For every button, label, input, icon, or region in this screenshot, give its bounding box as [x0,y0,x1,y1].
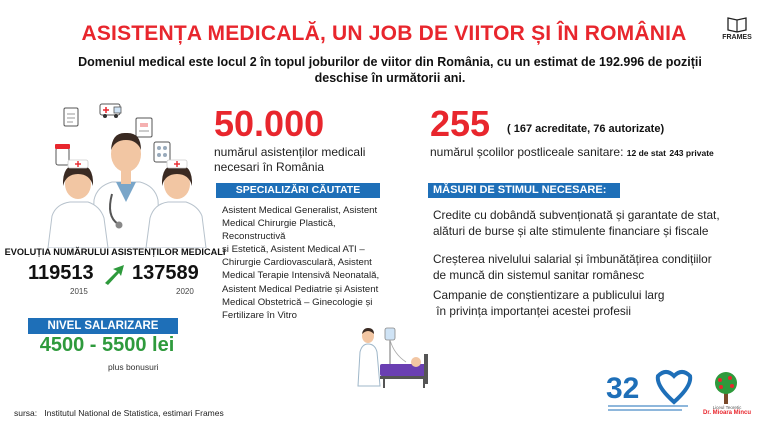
specializations-line: Asistent Medical Generalist, Asistent [222,205,378,216]
specializations-line: Medical Chirurgie Plastică, Reconstructivă [222,218,336,243]
schools-private: 243 private [669,148,714,158]
measure-salary-line-1: Creșterea nivelului salarial și îmbunătățirea condițiilor [433,252,712,266]
medical-staff-illustration [42,98,212,248]
evolution-value-end: 137589 [132,262,199,284]
evolution-year-start: 2015 [70,287,88,296]
subtitle-line-1: Domeniul medical este locul 2 în topul joburilor de viitor din România, cu un estimat de 192.996 de poziții [78,55,702,69]
schools-label-row [430,145,714,159]
measure-salary [433,252,763,283]
source-note: sursa: Institutul National de Statistica, estimari Frames [14,408,224,418]
salary-heading: NIVEL SALARIZARE [28,318,178,334]
salary-note: plus bonusuri [108,362,159,372]
schools-label: numărul școlilor postliceale sanitare: [430,145,624,159]
schools-value: 255 [430,103,491,144]
report-icon [136,118,152,137]
measure-credits-line-2: alături de burse și alte stimulente financiare și fiscale [433,223,709,238]
evolution-title: EVOLUȚIA NUMĂRULUI ASISTENȚILOR MEDICALI [4,247,226,257]
schools-state: 12 de stat [626,148,666,158]
anniversary-32-logo [602,364,694,416]
specializations-line: Asistent Medical Pediatrie și Asistent [222,283,379,295]
page-subtitle [60,54,720,86]
school-name-line-1: Liceul Teoretic [712,405,742,410]
measure-salary-line-2: de muncă din sistemul sanitar românesc [433,267,645,282]
page-title: ASISTENȚA MEDICALĂ, UN JOB DE VIITOR ȘI ÎN ROMÂNIA [81,22,687,45]
evolution-value-start: 119513 [28,262,94,284]
school-tree-logo [708,370,744,406]
trend-up-arrow-icon [102,264,126,286]
specializations-line: Chirurgie Cardiovasculară, Asistent [222,257,372,269]
measure-campaign-line-1: Campanie de conștientizare a publicului larg [433,288,665,302]
specializations-heading: SPECIALIZĂRI CĂUTATE [216,183,380,198]
measure-credits [433,208,763,239]
specializations-line: Fertilizare în Vitro [222,309,297,321]
nurses-needed-label-line-2: necesari în România [214,160,325,174]
specializations-text [222,204,398,322]
nurses-needed-label [214,145,404,175]
nurses-needed-label-line-1: numărul asistenților medicali [214,145,366,159]
measure-credits-line-1: Credite cu dobândă subvenționată și garantate de stat, [433,208,720,222]
frames-logo-label: FRAMES [722,34,752,41]
measures-heading: MĂSURI DE STIMUL NECESARE: [428,183,620,198]
school-name-line-2: Dr. Mioara Mincu [702,410,751,416]
specializations-line: Medical Obstetrică – Ginecologie și [222,296,373,308]
measure-campaign [433,288,763,319]
book-icon [720,14,754,34]
salary-range: 4500 - 5500 lei [39,334,175,356]
subtitle-line-2: deschise în următorii ani. [314,71,466,85]
frames-logo [720,14,754,42]
pills-icon [154,142,170,162]
measure-campaign-line-2: în privința importanței acestei profesii [433,303,632,318]
clipboard-icon [64,108,78,126]
nurses-needed-value: 50.000 [214,103,325,144]
ambulance-icon [100,104,121,118]
schools-detail: ( 167 acreditate, 76 autorizate) [507,123,665,135]
nurse-patient-illustration [350,324,432,392]
evolution-year-end: 2020 [176,287,194,296]
specializations-line: Medical Terapie Intensivă Neonatală, [222,270,380,282]
specializations-line: și Estetică, Asistent Medical ATI – [222,244,365,256]
logo-number: 32 [606,372,640,405]
